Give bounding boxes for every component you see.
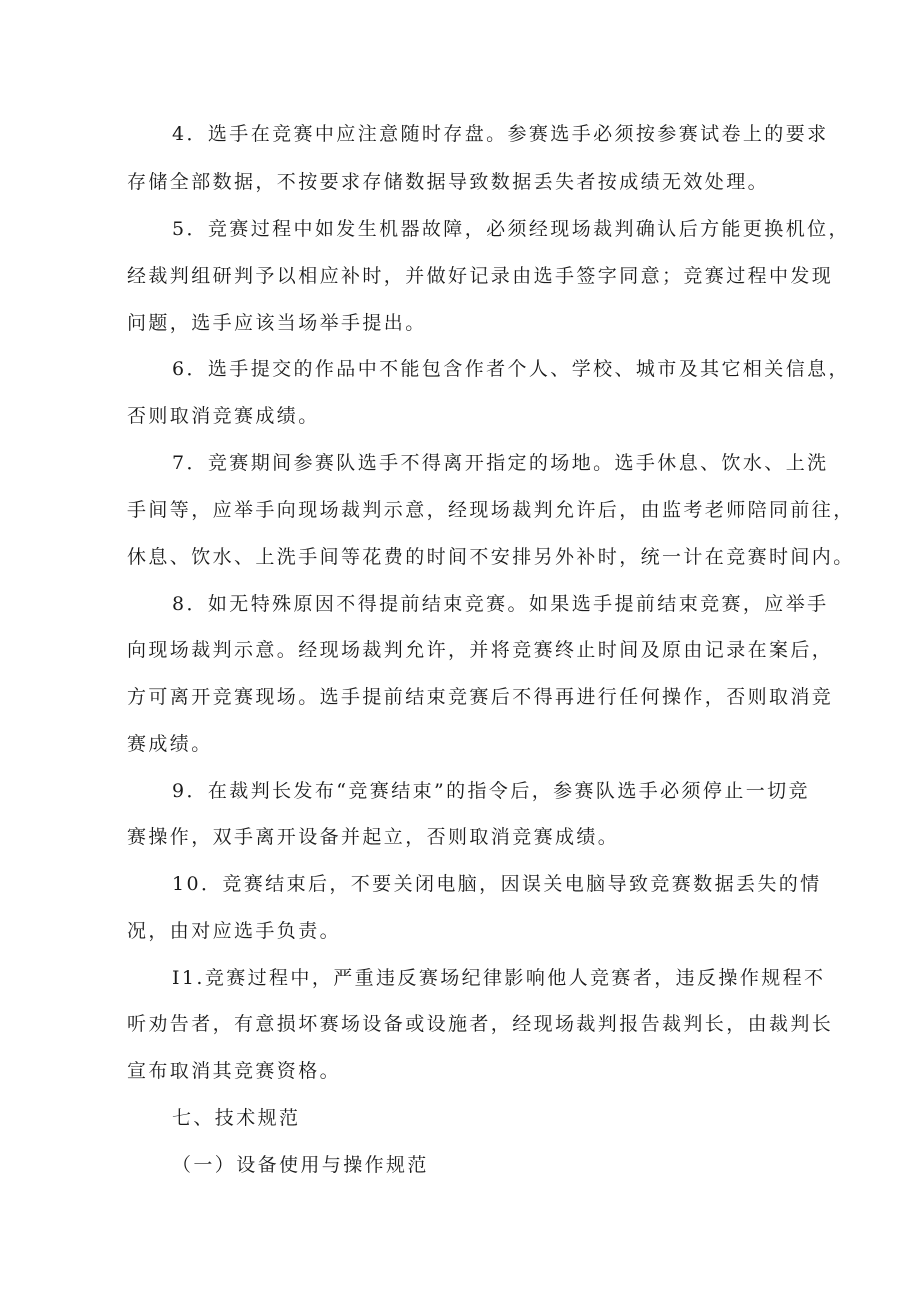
- document-page: 4．选手在竞赛中应注意随时存盘。参赛选手必须按参赛试卷上的要求 存储全部数据，不按要求存储数据导致数据丢失者按成绩无效处理。 5．竞赛过程中如发生机器故障，必须经现场裁判确认后方能更换机位， 经裁判组研判予以相应补时，并做好记录由选手签字同意；竞赛过程中发现 问题，选手应该当场举手提出。 6．选手提交的作品中不能包含作者个人、学校、城市及其它相关信息， 否则取消竞赛成绩。 7．竞赛期间参赛队选手不得离开指定的场地。选手休息、饮水、上洗 手间等，应举手向现场裁判示意，经现场裁判允许后，由监考老师陪同前往， 休息、饮水、上洗手间等花费的时间不安排另外补时，统一计在竞赛时间内。 8．如无特殊原因不得提前结束竞赛。如果选手提前结束竞赛，应举手 向现场裁判示意。经现场裁判允许，并将竞赛终止时间及原由记录在案后， 方可离开竞赛现场。选手提前结束竞赛后不得再进行任何操作，否则取消竞 赛成绩。 9．在裁判长发布“竞赛结束”的指令后，参赛队选手必须停止一切竞 赛操作，双手离开设备并起立，否则取消竞赛成绩。 10．竞赛结束后，不要关闭电脑，因误关电脑导致竞赛数据丢失的情 况，由对应选手负责。 I1.竞赛过程中，严重违反赛场纪律影响他人竞赛者，违反操作规程不 听劝告者，有意损坏赛场设备或设施者，经现场裁判报告裁判长，由裁判长 宣布取消其竞赛资格。 七、技术规范 （一）设备使用与操作规范: [127, 123, 855, 1176]
